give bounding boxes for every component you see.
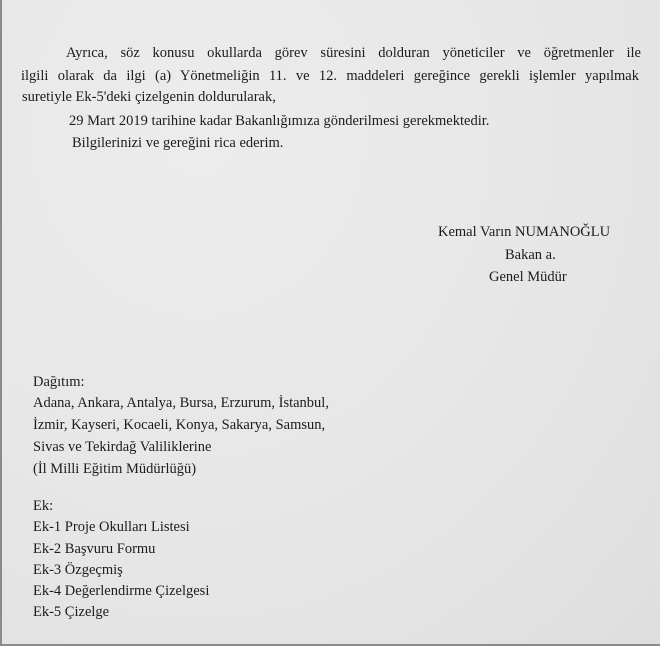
distribution-line: İzmir, Kayseri, Kocaeli, Konya, Sakarya, Samsun, (33, 417, 326, 433)
attachment-item: Ek-1 Proje Okulları Listesi (33, 519, 190, 535)
signatory-title-line-2: Genel Müdür (489, 269, 567, 285)
signatory-title-line-1: Bakan a. (505, 247, 556, 263)
attachments-heading: Ek: (33, 498, 54, 514)
page-left-edge (0, 0, 2, 646)
paragraph-line-4: 29 Mart 2019 tarihine kadar Bakanlığımıza gönderilmesi gerekmektedir. (69, 113, 490, 129)
paragraph-line-3: suretiyle Ek-5'deki çizelgenin doldurularak, (22, 89, 276, 105)
distribution-line: (İl Milli Eğitim Müdürlüğü) (33, 461, 197, 477)
attachment-item: Ek-4 Değerlendirme Çizelgesi (33, 583, 210, 599)
attachment-item: Ek-2 Başvuru Formu (33, 541, 156, 557)
distribution-heading: Dağıtım: (33, 374, 85, 390)
attachment-item: Ek-5 Çizelge (33, 604, 110, 620)
paragraph-line-2: ilgili olarak da ilgi (a) Yönetmeliğin 11. ve 12. maddeleri gereğince gerekli işlemler yapılmak (21, 68, 639, 84)
paragraph-line-1: Ayrıca, söz konusu okullarda görev süresini dolduran yöneticiler ve öğretmenler ile (66, 45, 641, 61)
distribution-line: Sivas ve Tekirdağ Valiliklerine (33, 439, 212, 455)
attachment-item: Ek-3 Özgeçmiş (33, 562, 123, 578)
distribution-line: Adana, Ankara, Antalya, Bursa, Erzurum, İstanbul, (33, 395, 329, 411)
closing-line: Bilgilerinizi ve gereğini rica ederim. (72, 135, 284, 151)
signatory-name: Kemal Varın NUMANOĞLU (438, 224, 611, 240)
